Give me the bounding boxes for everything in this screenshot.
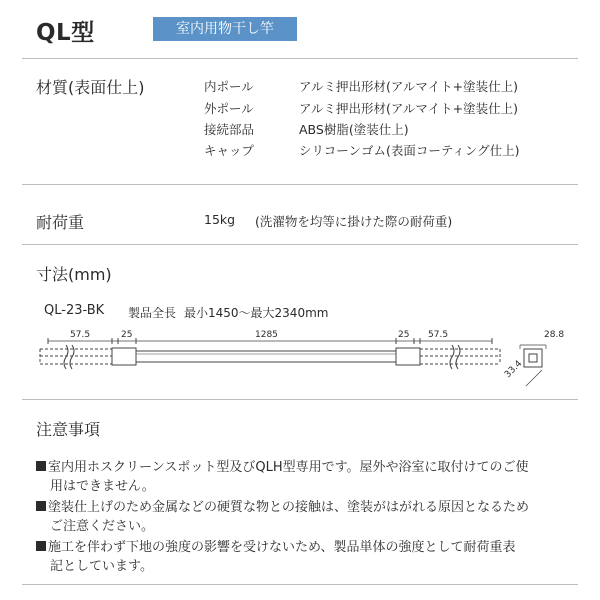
material-heading: 材質(表面仕上) [36, 78, 145, 97]
note-item-2: 塗装仕上げのため金属などの硬質な物との接触は、塗装がはがれる原因となるため [36, 496, 529, 515]
material-part-connector: 接続部品 [204, 122, 255, 137]
length-range: 最小1450～最大2340mm [184, 306, 329, 320]
note-item-3-cont: 記としています。 [50, 559, 153, 574]
model-number: QL-23-BK [44, 303, 105, 318]
dim-left-end: 57.5 [70, 330, 91, 340]
notes-heading: 注意事項 [36, 420, 101, 439]
divider [22, 399, 578, 400]
note-item-1-cont: 用はできません。 [50, 479, 155, 494]
material-part-outer-pole: 外ポール [204, 101, 254, 116]
material-value-connector: ABS樹脂(塗装仕上) [299, 122, 409, 137]
dim-height: 33.4 [503, 358, 525, 381]
load-note: (洗濯物を均等に掛けた際の耐荷重) [255, 214, 453, 229]
page-title: QL型 [36, 20, 95, 46]
left-joint [112, 348, 136, 365]
category-badge: 室内用物干し竿 [153, 17, 297, 41]
dimensions-heading: 寸法(mm) [36, 265, 112, 284]
note-item-3: 施工を伴わず下地の強度の影響を受けないため、製品単体の強度として耐荷重表 [36, 536, 515, 555]
dim-right-joint: 25 [398, 330, 410, 340]
bullet-square-icon [36, 461, 46, 471]
length-label: 製品全長 [128, 306, 177, 320]
note-item-1: 室内用ホスクリーンスポット型及びQLH型専用です。屋外や浴室に取付けてのご使 [36, 456, 529, 475]
material-value-inner-pole: アルミ押出形材(アルマイト+塗装仕上) [299, 79, 518, 94]
material-part-inner-pole: 内ポール [204, 79, 254, 94]
main-pole [136, 351, 396, 362]
material-value-outer-pole: アルミ押出形材(アルマイト+塗装仕上) [299, 101, 518, 116]
material-part-cap: キャップ [204, 143, 255, 158]
cross-section [524, 349, 542, 367]
divider [22, 584, 578, 585]
dim-right-end: 57.5 [428, 330, 449, 340]
left-end-cap [40, 349, 112, 364]
bullet-square-icon [36, 541, 46, 551]
right-joint [396, 348, 420, 365]
load-value: 15kg [204, 212, 236, 227]
dim-left-joint: 25 [121, 330, 133, 340]
bullet-square-icon [36, 501, 46, 511]
dim-center: 1285 [255, 330, 278, 340]
material-value-cap: シリコーンゴム(表面コーティング仕上) [299, 143, 520, 158]
note-item-2-cont: ご注意ください。 [50, 519, 155, 534]
load-heading: 耐荷重 [36, 213, 85, 232]
dim-width: 28.8 [544, 330, 565, 340]
